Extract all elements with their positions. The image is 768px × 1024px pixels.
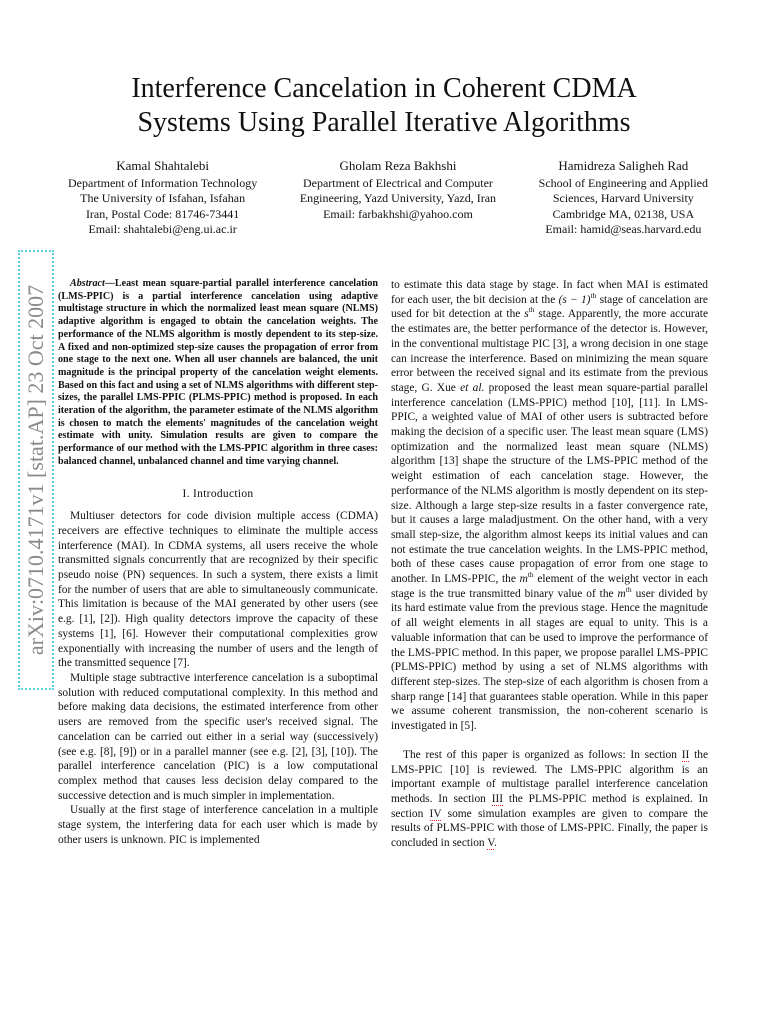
section-link[interactable]: IV bbox=[429, 807, 442, 820]
math-expression: s bbox=[524, 308, 529, 321]
title-line-2: Systems Using Parallel Iterative Algorithms bbox=[137, 107, 631, 138]
section-link[interactable]: V bbox=[487, 837, 495, 850]
author-affiliation: Department of Information Technology bbox=[68, 175, 258, 190]
paragraph: Multiuser detectors for code division multiple access (CDMA) receivers are effective techniques to eliminate the multiple access interference (MAI). In CDMA systems, all users receive the whole transmitted signals concurrently that are recognized by their specific pseudo noise (PN) sequences. In such a system, there exists a limit for the number of users that are able to simultaneously communicate. This limitation is because of the MAI generated by other users (see e.g. [1], [2]). High quality detectors improve the capacity of these systems [1], [6]. However their computational complexities grow exponentially with increasing the number of users and the length of the transmitted sequence [7]. bbox=[58, 510, 378, 670]
math-expression: m bbox=[617, 587, 626, 600]
math-expression: (s − 1) bbox=[558, 293, 591, 306]
abstract-label: Abstract bbox=[70, 278, 105, 289]
author-2 bbox=[300, 158, 496, 238]
author-name: Gholam Reza Bakhshi bbox=[339, 158, 457, 173]
section-heading-introduction: I. Introduction bbox=[182, 487, 254, 500]
section-link[interactable]: II bbox=[681, 748, 690, 761]
author-affiliation: Iran, Postal Code: 81746-73441 bbox=[85, 206, 240, 221]
arxiv-identifier-stamp bbox=[18, 250, 54, 690]
paragraph: The rest of this paper is organized as follows: In section II the LMS-PPIC [10] is reviewed. The LMS-PPIC algorithm is an important example of multistage parallel interference cancelation methods. In section III the PLMS-PPIC method is explained. In section IV some simulation examples are given to compare the results of PLMS-PPIC with those of LMS-PPIC. Finally, the paper is concluded in section V. bbox=[391, 748, 708, 850]
title-line-1: Interference Cancelation in Coherent CDMA bbox=[131, 73, 637, 104]
author-1 bbox=[68, 158, 257, 238]
author-email: Email: hamid@seas.harvard.edu bbox=[545, 222, 702, 237]
author-3 bbox=[539, 158, 708, 238]
author-affiliation: School of Engineering and Applied bbox=[538, 175, 708, 190]
paragraph: Usually at the first stage of interference cancelation in a multiple stage system, the interfering data for each user which is made by other users is unknown. PIC is implemented bbox=[58, 804, 378, 846]
abstract bbox=[58, 278, 378, 469]
left-column bbox=[58, 278, 378, 847]
section-link[interactable]: III bbox=[491, 792, 504, 805]
math-expression: m bbox=[519, 573, 528, 586]
author-affiliation: Department of Electrical and Computer bbox=[302, 175, 493, 190]
author-affiliation: The University of Isfahan, Isfahan bbox=[80, 191, 246, 206]
abstract-text: —Least mean square-partial parallel interference cancelation (LMS-PPIC) is a partial interference cancelation using adaptive multistage structure in which the normalized least mean square (NLMS) adaptive algorithm is engaged to obtain the cancelation weights. The performance of the NLMS algorithm is mostly dependent to its step-size. A fixed and non-optimized step-size causes the propagation of error from one stage to the next one. When all user channels are balanced, the unit magnitude is the principal property of the cancelation weight elements. Based on this fact and using a set of NLMS algorithms with different step-sizes, the parallel LMS-PPIC (PLMS-PPIC) method is proposed. In each iteration of the algorithm, the parameter estimate of the NLMS algorithm is chosen to match the elements' magnitudes of the cancelation weight estimate with unity. Simulation results are given to compare the performance of our method with the LMS-PPIC algorithm in three cases: balanced channel, unbalanced channel and time varying channel. bbox=[58, 278, 378, 467]
paper-title bbox=[60, 72, 708, 140]
author-email: Email: farbakhshi@yahoo.com bbox=[323, 206, 473, 221]
author-name: Kamal Shahtalebi bbox=[116, 158, 209, 173]
paragraph: to estimate this data stage by stage. In fact when MAI is estimated for each user, the bit decision at the $(s - 1)^{th}$ stage of cancelation are used for bit detection at the $s^{th}$ stage. Apparently, the more accurate the estimates are, the better performance of the detector is. However, in the conventional multistage PIC [3], a wrong decision in one stage can increase the interference. Based on minimizing the mean square error between the received signal and its estimate from the previous stage, G. Xue et al. proposed the least mean square-partial parallel interference cancelation (LMS-PPIC) method [10], [11]. In LMS-PPIC, a weighted value of MAI of other users is subtracted before making the decision of a specific user. The least mean square (LMS) optimization and the normalized least mean square (NLMS) algorithm [13] shape the structure of the LMS-PPIC method of the weight estimation of each cancelation stage. However, the performance of the NLMS algorithm is mostly dependent on its step-size. Although a large step-size results in a faster convergence rate, but it causes a large maladjustment. On the other hand, with a very small step-size, the algorithm almost keeps its initial values and can not estimate the true cancelation weights. In the LMS-PPIC method, both of these cases cause propagation of error from one stage to another. In LMS-PPIC, the $m^{th}$ element of the weight vector in each stage is the true transmitted binary value of the $m^{th}$ user divided by its hard estimate value from the previous stage. Hence the magnitude of all weight elements in all stages are equal to unity. This is a valuable information that can be used to improve the performance of the LMS-PPIC method. In this paper, we propose parallel LMS-PPIC (PLMS-PPIC) method by using a set of NLMS algorithms with different step-sizes. The step-size of each algorithm is chosen from a sharp range [14] that guarantees stable operation. While in this paper we assume coherent transmission, the non-coherent scenario is investigated in [5]. bbox=[391, 279, 709, 733]
paragraph: Multiple stage subtractive interference cancelation is a suboptimal solution with reduced computational complexity. In this method and before making data decisions, the estimated interference from other users are removed from the specific user's received signal. The cancelation can be carried out either in a serial way (successively) (see e.g. [8], [9]) or in a parallel manner (see e.g. [2], [3], [10]). The parallel interference cancelation (PIC) is a low computational complex method that causes less decision delay compared to the successive detection and is much simpler in implementation. bbox=[58, 671, 378, 802]
author-email: Email: shahtalebi@eng.ui.ac.ir bbox=[88, 222, 237, 237]
author-name: Hamidreza Saligheh Rad bbox=[558, 158, 689, 173]
author-block bbox=[68, 158, 708, 238]
author-affiliation: Cambridge MA, 02138, USA bbox=[552, 206, 695, 221]
arxiv-identifier-text: arXiv:0710.4171v1 [stat.AP] 23 Oct 2007 bbox=[23, 284, 48, 656]
author-affiliation: Engineering, Yazd University, Yazd, Iran bbox=[299, 191, 497, 206]
author-affiliation: Sciences, Harvard University bbox=[552, 191, 694, 206]
right-column bbox=[391, 278, 708, 851]
